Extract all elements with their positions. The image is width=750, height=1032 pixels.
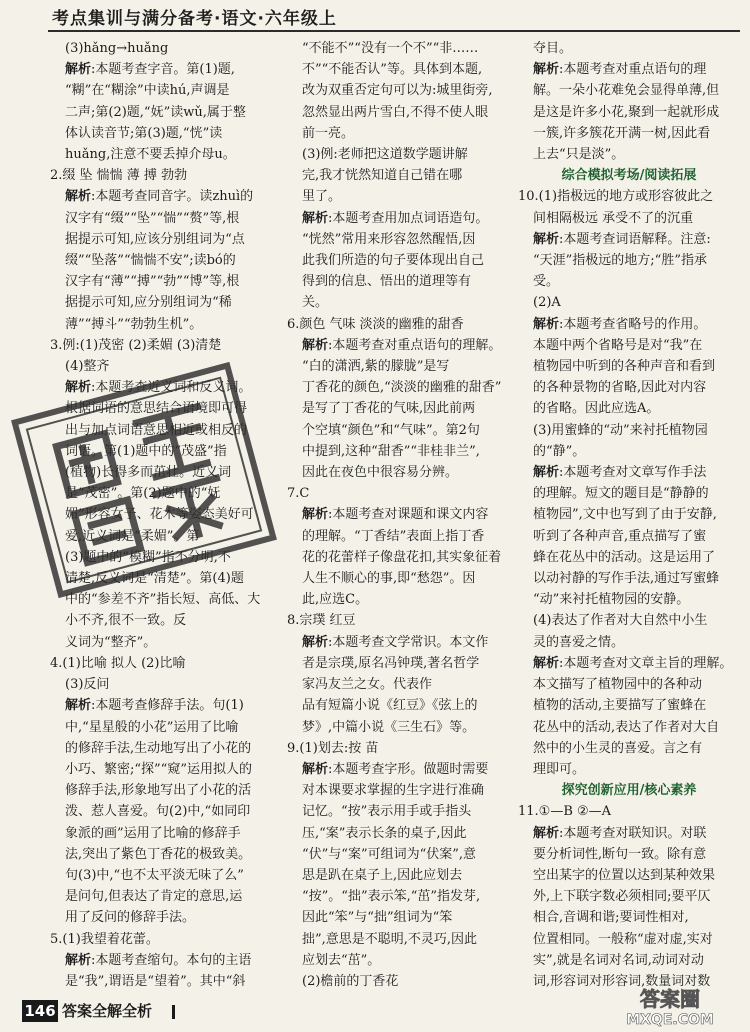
line-text: 媚”形容女子、花木等姿态美好可 [65,507,254,523]
text-line [287,80,513,101]
line-text: :本题考查对联知识。对联 [559,825,707,841]
text-line [287,271,513,292]
text-line [50,653,282,674]
text-line [518,483,740,504]
text-line [518,102,740,123]
text-line [50,271,282,292]
text-line [518,929,740,950]
line-text: 者是宗璞,原名冯钟璞,著名哲学 [302,655,480,671]
analysis-label: 解析 [533,316,560,332]
line-text: 忽然显出两片雪白,不得不使人眼 [302,104,489,120]
line-text: “动”来衬托植物园的安静。 [533,592,690,608]
line-text: :本题考查对文章写作手法 [559,465,707,481]
footer-label: 答案全解全析 [62,1002,153,1020]
line-text: 植物的活动,主要描写了蜜蜂在 [533,698,707,714]
text-line [50,717,282,738]
line-text: “不能不”“没有一个不”“非…… [302,41,479,56]
line-text: 是“茂密”。第(2)题中的“妩 [65,486,221,502]
line-text: 中,“星星般的小花”运用了比喻 [65,719,239,735]
analysis-label: 解析 [65,952,92,968]
line-text: 泼、惹人喜爱。句(2)中,“如同印 [65,804,251,820]
text-line [50,971,282,988]
line-text: (3)例:老师把这道数学题讲解 [302,147,468,163]
line-text: 理即可。 [533,761,586,777]
line-text: 是写了丁香花的气味,因此前两 [302,401,476,417]
text-line [287,335,513,356]
line-text: :本题考查省略号的作用。 [559,316,707,332]
text-line [287,844,513,865]
text-line [50,335,282,356]
analysis-label: 解析 [302,761,329,777]
text-line [287,38,513,59]
line-text: 5.(1)我望着花蕾。 [50,931,159,947]
line-text: 位置相同。一般称“虚对虚,实对 [533,931,713,947]
analysis-label: 解析 [65,62,92,78]
text-line [518,950,740,971]
text-line [518,59,740,80]
text-line [50,102,282,123]
line-text: 是这是许多小花,聚到一起就形成 [533,104,720,120]
line-text: 要分析词性,断句一致。除有意 [533,846,707,862]
line-text: 听到了各种声音,重点描写了蜜 [533,528,707,544]
line-text: 据提示可知,应分别组词为“稀 [65,295,232,311]
text-line [518,907,740,928]
line-text: 品有短篇小说《红豆》《弦上的 [302,698,478,714]
text-line [287,589,513,610]
text-line [287,759,513,780]
text-line [287,717,513,738]
text-column-3 [518,38,740,988]
text-line [50,610,282,631]
text-line [518,823,740,844]
text-line [287,102,513,123]
text-line [50,632,282,653]
line-text: 里了。 [302,189,342,205]
text-line [287,229,513,250]
line-text: 小巧、繁密;“探”“窥”运用拟人的 [65,761,252,777]
text-line [518,610,740,631]
text-line [518,695,740,716]
text-line [50,907,282,928]
line-text: 6.颜色 气味 淡淡的幽雅的甜香 [287,316,464,332]
line-text: 汉字有“薄”“搏”“勃”“博”等,根 [65,274,240,290]
line-text: “恍然”常用来形容忽然醒悟,因 [302,231,476,247]
text-line [518,526,740,547]
text-line [518,292,740,313]
analysis-label: 解析 [302,337,329,353]
line-text: 8.宗璞 红豆 [287,613,356,629]
line-text: 记忆。“按”表示用手或手指头 [302,804,472,820]
text-line [50,144,282,165]
text-line [50,123,282,144]
line-text: 受。 [533,274,560,290]
line-text: 7.C [287,486,310,502]
text-line [287,462,513,483]
line-text: 修辞手法,形象地写出了小花的活 [65,783,252,799]
line-text: 拙”,意思是不聪明,不灵巧,因此 [302,931,478,947]
text-line [518,738,740,759]
line-text: “天涯”指极远的地方;“胜”指承 [533,253,707,269]
text-line [287,653,513,674]
text-line [50,59,282,80]
text-line [50,38,282,59]
text-line [50,165,282,186]
line-text: “糊”在“糊涂”中读hú,声调是 [65,83,230,99]
line-text: 压,“案”表示长条的桌子,因此 [302,825,467,841]
line-text: 小不齐,很不一致。反 [65,613,187,629]
line-text: (2)A [533,295,561,311]
text-line [287,250,513,271]
text-line [50,292,282,313]
text-line [518,80,740,101]
header-rule [48,30,740,32]
text-line [50,695,282,716]
text-line [287,780,513,801]
line-text: 是问句,但表达了肯定的意思,运 [65,889,243,905]
line-text: 9.(1)划去:按 苗 [287,740,379,756]
text-line [287,292,513,313]
line-text: 此,应选C。 [302,592,369,608]
header-title: 考点集训与满分备考·语文·六年级上 [52,9,337,29]
line-text: 对本课要求掌握的生字进行准确 [302,783,485,799]
text-line [287,823,513,844]
line-text: 的各种景物的省略,因此对内容 [533,380,707,396]
line-text: 的“静”。 [533,443,586,459]
text-line [287,441,513,462]
text-line [518,271,740,292]
text-line [518,886,740,907]
line-text: 思是趴在桌子上,因此应划去 [302,867,463,883]
line-text: 得到的信息、悟出的道理等有 [302,274,472,290]
text-line [50,780,282,801]
line-text: :本题考查近义词和反义词。 [91,380,252,396]
text-line [287,165,513,186]
line-text: 词语。第(1)题中的“茂盛”指 [65,443,227,459]
text-line [50,314,282,335]
line-text: 义词为“整齐”。 [65,634,157,650]
line-text: :本题考查字音。第(1)题, [91,62,235,78]
line-text: :本题考查字形。做题时需要 [328,761,489,777]
analysis-label: 解析 [65,189,92,205]
line-text: (3)题中的“模糊”指不分明,不 [65,549,231,565]
text-line [287,186,513,207]
text-line [518,589,740,610]
text-line [50,674,282,695]
text-line [518,632,740,653]
line-text: 词,形容词对形容词,数量词对数 [533,973,711,988]
line-text: 汉字有“缀”“坠”“惴”“赘”等,根 [65,210,240,226]
text-line [287,377,513,398]
line-text: 一簇,许多簇花开满一树,因此看 [533,125,711,141]
text-line [518,547,740,568]
line-text: 本文描写了植物园中的各种动 [533,677,703,693]
line-text: 是“我”,谓语是“望着”。其中“斜 [65,973,246,988]
text-line [518,653,740,674]
text-line [287,610,513,631]
line-text: 二声;第(2)题,“妩”读wǔ,属于整 [65,104,246,120]
text-line [287,208,513,229]
text-line [50,229,282,250]
line-text: :本题考查同音字。读zhuì的 [91,189,254,205]
line-text: :本题考查缩句。本句的主语 [91,952,252,968]
line-text: 清楚,反义词是“清楚”。第(4)题 [65,571,244,587]
line-text: 花丛中的活动,表达了作者对大自 [533,719,720,735]
line-text: “按”。“拙”表示笨,“茁”指发芽, [302,889,481,905]
text-line [518,229,740,250]
section-heading: 探究创新应用/核心素养 [561,783,697,799]
text-line [287,356,513,377]
watermark-url: MXQE.COM [626,1012,714,1028]
text-line [50,950,282,971]
text-line [518,377,740,398]
text-line [287,144,513,165]
line-text: 的理解。短文的题目是“静静的 [533,486,709,502]
line-text: “白的潇洒,紫的朦胧”是写 [302,359,450,375]
text-line [518,441,740,462]
line-text: 改为双重否定句可以为:城里街旁, [302,83,493,99]
text-line [287,398,513,419]
text-column-2 [287,38,513,988]
text-line [287,674,513,695]
line-text: huǎng,注意不要丢掉介母u。 [65,147,236,163]
watermark-text: 答案圈 [640,987,700,1011]
text-line [518,844,740,865]
text-line [518,208,740,229]
page-number: 146 [22,1000,58,1022]
line-text: 实”,就是名词对名词,动词对动 [533,952,704,968]
text-line [50,844,282,865]
text-line [50,186,282,207]
line-text: :本题考查对重点语句的理解。 [328,337,502,353]
text-line [287,865,513,886]
text-line [287,738,513,759]
text-line [287,907,513,928]
text-line [287,929,513,950]
line-text: 薄”“搏斗”“勃勃生机”。 [65,316,203,332]
line-text: 灵的喜爱之情。 [533,634,625,650]
line-text: 缀”“坠落”“惴惴不安”;读bó的 [65,253,236,269]
line-text: 丁香花的颜色,“淡淡的幽雅的甜香” [302,380,502,396]
text-line [518,759,740,780]
text-line [518,462,740,483]
text-line [287,314,513,335]
line-text: 的修辞手法,生动地写出了小花的 [65,740,252,756]
line-text: 关。 [302,295,329,311]
line-text: 个空填“颜色”和“气味”。第2句 [302,422,480,438]
line-text: 因此“笨”与“拙”组词为“笨 [302,910,453,926]
text-line [518,865,740,886]
line-text: 4.(1)比喻 拟人 (2)比喻 [50,655,186,671]
line-text: 本题中两个省略号是对“我”在 [533,337,703,353]
text-line [518,335,740,356]
text-line [287,695,513,716]
text-line [287,420,513,441]
line-text: 据提示可知,应该分别组词为“点 [65,231,245,247]
text-line [50,80,282,101]
text-line [287,59,513,80]
text-line [50,801,282,822]
text-line [50,759,282,780]
line-text: :本题考查对重点语句的理 [559,62,707,78]
line-text: 前一亮。 [302,125,355,141]
text-line [287,504,513,525]
analysis-label: 解析 [65,698,92,714]
line-text: 间相隔极远 承受不了的沉重 [533,210,694,226]
text-line [518,314,740,335]
line-text: 用了反问的修辞手法。 [65,910,196,926]
line-text: 爱,近义词是“柔媚”。第 [65,528,200,544]
text-line [50,250,282,271]
line-text: 根据词语的意思结合语境即可得 [65,401,248,417]
text-line [287,526,513,547]
analysis-label: 解析 [302,634,329,650]
line-text: 以动衬静的写作手法,通过写蜜蜂 [533,571,720,587]
text-line [287,632,513,653]
analysis-label: 解析 [533,655,560,671]
analysis-label: 解析 [302,507,329,523]
line-text: 外,上下联字数必须相同;要平仄 [533,889,711,905]
line-text: :本题考查词语解释。注意: [559,231,711,247]
text-line [518,801,740,822]
line-text: 应划去“茁”。 [302,952,381,968]
text-line [50,823,282,844]
text-line [50,208,282,229]
text-line [50,886,282,907]
text-line [518,504,740,525]
text-line [287,547,513,568]
line-text: 的省略。因此应选A。 [533,401,660,417]
text-line [518,717,740,738]
line-text: 体认读音节;第(3)题,“恍”读 [65,125,223,141]
watermark-logo-icon [600,982,740,1028]
line-text: :本题考查修辞手法。句(1) [91,698,244,714]
text-line [287,123,513,144]
footer-bar [172,1005,175,1019]
text-line [518,420,740,441]
line-text: 出与加点词语意思相近或相反的 [65,422,248,438]
text-line [50,738,282,759]
line-text: 家冯友兰之女。代表作 [302,677,433,693]
analysis-label: 解析 [533,465,560,481]
line-text: :本题考查文学常识。本文作 [328,634,489,650]
line-text: 不”“不能否认”等。具体到本题, [302,62,483,78]
text-line [518,38,740,59]
text-line [50,865,282,886]
line-text: :本题考查对文章主旨的理解。 [559,655,733,671]
line-text: 句(3)中,“也不太平淡无味了么” [65,867,244,883]
analysis-label: 解析 [533,825,560,841]
line-text: (植物)长得多而茁壮。近义词 [65,465,232,481]
line-text: 此我们所造的句子要体现出自己 [302,253,485,269]
line-text: 上去“只是淡”。 [533,147,625,163]
line-text: (4)整齐 [65,359,110,375]
text-line [518,568,740,589]
section-heading: 综合模拟考场/阅读拓展 [561,168,697,184]
line-text: 3.例:(1)茂密 (2)柔媚 (3)清楚 [50,337,222,353]
line-text: 夺目。 [533,41,573,56]
line-text: 的理解。“丁香结”表面上指丁香 [302,528,485,544]
line-text: :本题考查用加点词语造句。 [328,210,489,226]
text-line [50,929,282,950]
line-text: 完,我才恍然知道自己错在哪 [302,168,463,184]
text-line [50,356,282,377]
text-line [287,886,513,907]
line-text: 因此在夜色中很容易分辨。 [302,465,459,481]
text-line [287,801,513,822]
text-line [518,144,740,165]
line-text: “伏”与“案”可组词为“伏案”,意 [302,846,477,862]
line-text: 象派的画”运用了比喻的修辞手 [65,825,241,841]
line-text: 梦》,中篇小说《三生石》等。 [302,719,476,735]
line-text: (3)反问 [65,677,110,693]
line-text: 2.缀 坠 惴惴 薄 搏 勃勃 [50,168,188,184]
analysis-label: 解析 [65,380,92,396]
line-text: 植物园”,文中也写到了由于安静, [533,507,717,523]
line-text: 解。一朵小花难免会显得单薄,但 [533,83,720,99]
line-text: 10.(1)指极远的地方或形容彼此之 [518,189,714,205]
text-line [518,250,740,271]
line-text: 蜂在花丛中的活动。这是运用了 [533,549,716,565]
line-text: (3)用蜜蜂的“动”来衬托植物园 [533,422,708,438]
text-line [287,971,513,988]
text-line [518,186,740,207]
line-text: :本题考查对课题和课文内容 [328,507,489,523]
line-text: 法,突出了紫色丁香花的极致美。 [65,846,252,862]
text-line [287,950,513,971]
text-line [287,568,513,589]
line-text: (3)hǎng→huǎng [65,41,169,56]
line-text: 中提到,这种“甜香”“非桂非兰”, [302,443,480,459]
text-line [518,356,740,377]
analysis-label: 解析 [302,210,329,226]
analysis-label: 解析 [533,62,560,78]
text-line [287,483,513,504]
line-text: 人生不顺心的事,即“愁怨”。因 [302,571,476,587]
line-text: 花的花蕾样子像盘花扣,其实象征着 [302,549,502,565]
page-header [0,0,750,34]
line-text: 植物园中听到的各种声音和看到 [533,359,716,375]
line-text: 11.①—B ②—A [518,804,612,820]
analysis-label: 解析 [533,231,560,247]
line-text: 空出某字的位置以达到某种效果 [533,867,716,883]
line-text: (4)表达了作者对大自然中小生 [533,613,708,629]
line-text: 然中的小生灵的喜爱。言之有 [533,740,703,756]
line-text: (2)檐前的丁香花 [302,973,399,988]
line-text: 中的“参差不齐”指长短、高低、大 [65,592,261,608]
line-text: 相合,音调和谐;要词性相对, [533,910,689,926]
text-line [518,398,740,419]
text-line [518,674,740,695]
text-line [518,123,740,144]
